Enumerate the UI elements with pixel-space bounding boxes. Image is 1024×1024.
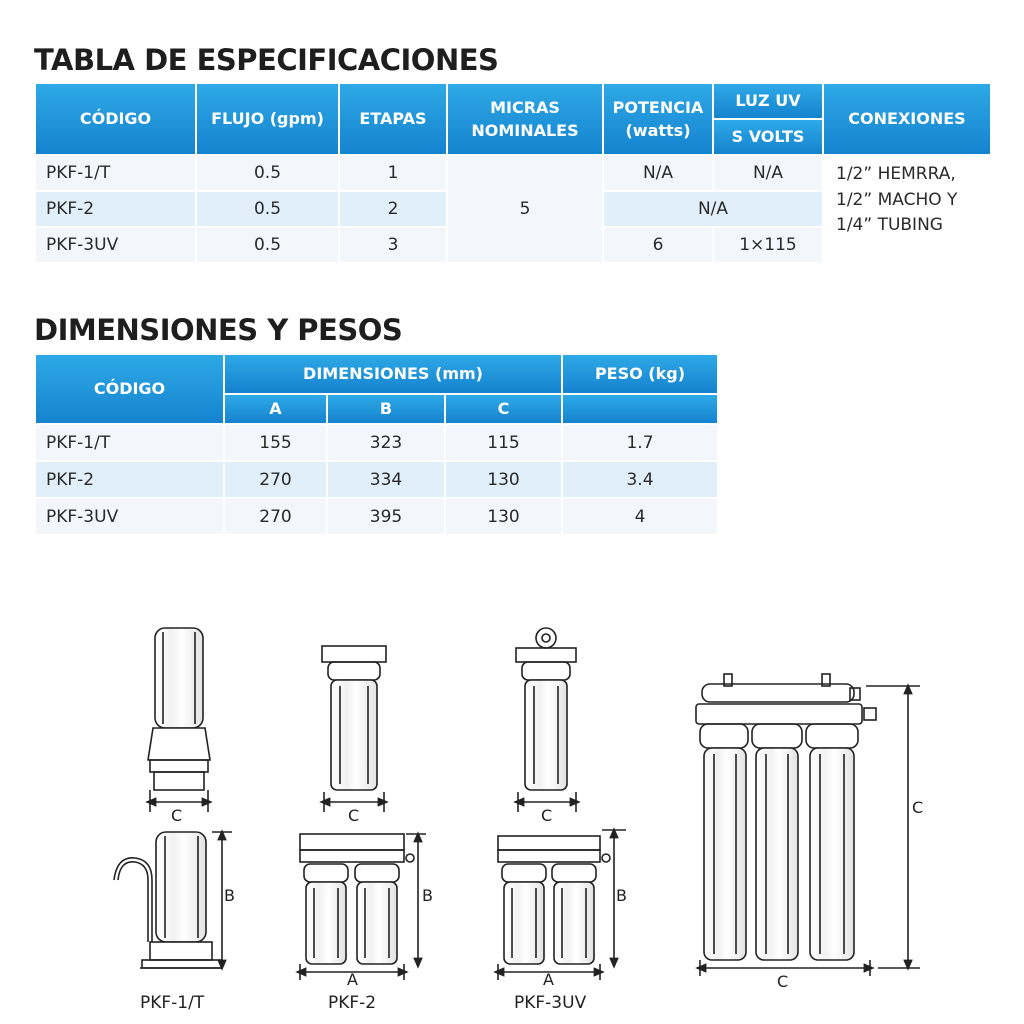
spec-title: TABLA DE ESPECIFICACIONES [34,43,499,77]
cell-code: PKF-1/T [35,424,224,461]
header-stages: ETAPAS [339,83,447,155]
cell-code: PKF-1/T [35,155,196,191]
cell-c: 130 [445,498,562,535]
cell-b: 334 [327,461,445,498]
cell-flow: 0.5 [196,227,339,263]
connection-line: 1/2” HEMRRA, [836,164,956,184]
pkf2-front-view [322,646,386,812]
cell-stages: 1 [339,155,447,191]
cell-flow: 0.5 [196,155,339,191]
header-c: C [445,394,562,424]
dims-title: DIMENSIONES Y PESOS [34,313,403,347]
header-micras-line1: MICRAS [490,97,560,117]
header-flow: FLUJO (gpm) [196,83,339,155]
drawing-caption: PKF-1/T [140,993,205,1013]
dimension-label-b: B [224,886,235,905]
header-code: CÓDIGO [35,83,196,155]
cell-micras: 5 [447,155,603,263]
cell-flow: 0.5 [196,191,339,227]
cell-code: PKF-2 [35,191,196,227]
pkf3uv-side-view [498,830,626,980]
dimension-label-c: C [348,806,360,825]
connection-line: 1/2” MACHO Y [836,189,958,210]
drawing-caption: PKF-3UV [514,993,587,1013]
connection-line: 1/4” TUBING [836,215,943,235]
pkf1-front-view [148,628,210,812]
cell-a: 270 [224,498,327,535]
header-code: CÓDIGO [35,354,224,424]
cell-weight: 1.7 [562,424,718,461]
header-power-line1: POTENCIA [612,97,704,117]
pkf2-side-view [300,834,426,980]
cell-b: 323 [327,424,445,461]
header-a: A [224,394,327,424]
cell-c: 130 [445,461,562,498]
cell-power: 6 [603,227,713,263]
cell-c: 115 [445,424,562,461]
dimension-label-c: C [171,806,183,825]
cell-weight: 4 [562,498,718,535]
header-dimensions: DIMENSIONES (mm) [224,354,562,394]
dimension-label-c: C [541,806,553,825]
cell-code: PKF-3UV [35,498,224,535]
dimension-label-a: A [543,970,554,989]
header-weight: PESO (kg) [562,354,718,394]
cell-power: N/A [603,155,713,191]
dimension-label-b: B [422,886,433,905]
header-connections: CONEXIONES [823,83,991,155]
cell-a: 270 [224,461,327,498]
pkf1-side-view [114,832,232,968]
cell-stages: 3 [339,227,447,263]
cell-power-uv: N/A [603,191,823,227]
cell-code: PKF-3UV [35,227,196,263]
pkf3uv-large-view [696,674,920,976]
dimension-label-a: A [347,970,358,989]
cell-b: 395 [327,498,445,535]
header-power-line2: (watts) [625,121,691,140]
dimension-label-c: C [912,798,924,817]
cell-code: PKF-2 [35,461,224,498]
dimension-label-c: C [777,972,789,991]
drawing-caption: PKF-2 [328,993,377,1013]
cell-stages: 2 [339,191,447,227]
pkf3uv-front-view [516,628,576,812]
header-b: B [327,394,445,424]
cell-weight: 3.4 [562,461,718,498]
header-uv-volts: S VOLTS [713,119,823,155]
header-micras-line2: NOMINALES [471,121,579,140]
cell-uv: 1×115 [713,227,823,263]
cell-uv: N/A [713,155,823,191]
dimension-label-b: B [616,886,627,905]
header-uv-light: LUZ UV [713,83,823,119]
cell-a: 155 [224,424,327,461]
